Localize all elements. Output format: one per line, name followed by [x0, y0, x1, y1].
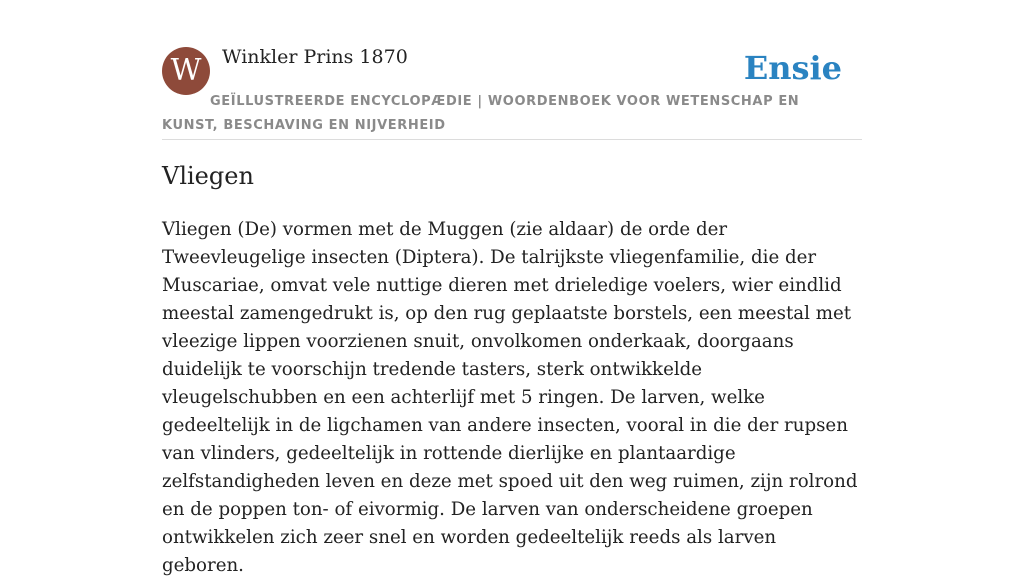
- avatar-letter: W: [170, 53, 202, 88]
- source-title[interactable]: Winkler Prins 1870: [222, 46, 408, 68]
- header-divider: [162, 139, 862, 140]
- ensie-logo[interactable]: Ensie: [743, 49, 842, 87]
- source-subtitle: GEÏLLUSTREERDE ENCYCLOPÆDIE | WOORDENBOEK VOOR WETENSCHAP EN KUNST, BESCHAVING EN NIJVERHEID: [162, 94, 800, 133]
- entry-title: Vliegen: [162, 162, 254, 190]
- entry-body: Vliegen (De) vormen met de Muggen (zie aldaar) de orde der Tweevleugelige insecten (Diptera). De talrijkste vliegenfamilie, die der Muscariae, omvat vele nuttige dieren met drieledige voelers, wier eindlid meestal zamengedrukt is, op den rug geplaatste borstels, een meestal met vleezige lippen voorzienen snuit, onvolkomen onderkaak, doorgaans duidelijk te voorschijn tredende tasters, sterk ontwikkelde vleugelschubben en een achterlijf met 5 ringen. De larven, welke gedeeltelijk in de ligchamen van andere insecten, vooral in die der rupsen van vlinders, gedeeltelijk in rottende dierlijke en plantaardige zelfstandigheden leven en deze met spoed uit den weg ruimen, zijn rolrond en de poppen ton- of eivormig. De larven van onderscheidene groepen ontwikkelen zich zeer snel en worden gedeeltelijk reeds als larven geboren.: [162, 219, 858, 576]
- source-avatar[interactable]: [162, 47, 210, 95]
